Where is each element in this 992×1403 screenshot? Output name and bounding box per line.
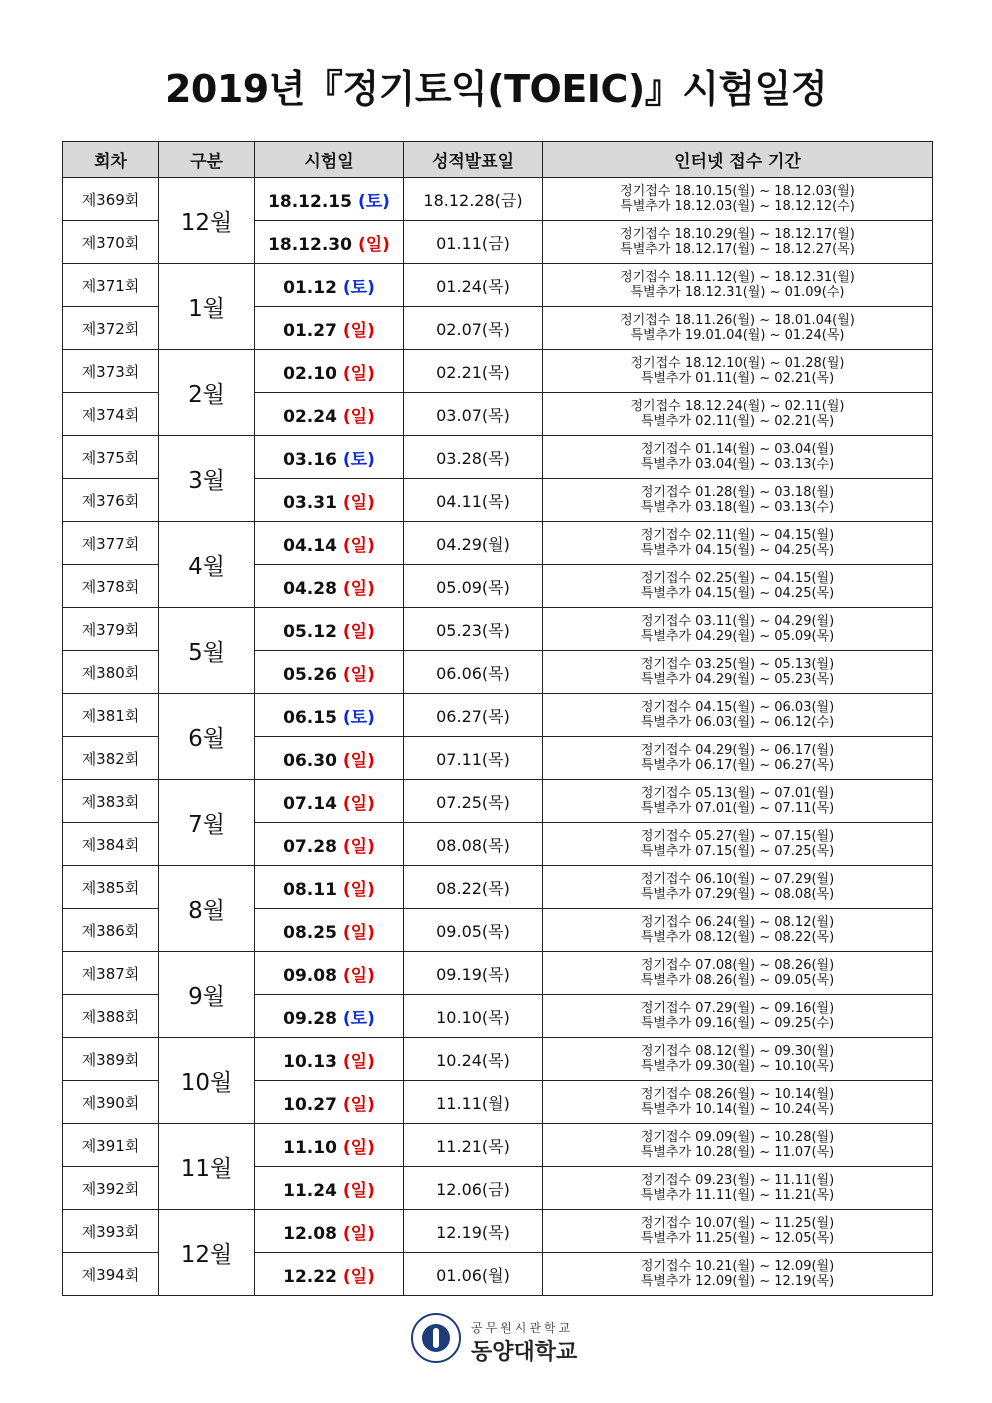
result-date-cell: 09.19(목) (404, 952, 543, 995)
month-cell: 12월 (159, 178, 255, 264)
exam-date-cell (255, 823, 404, 866)
round-cell: 제380회 (63, 651, 159, 694)
exam-weekday: (일) (342, 406, 375, 427)
exam-date-cell (255, 479, 404, 522)
result-date-cell: 04.11(목) (404, 479, 543, 522)
result-date-cell: 01.11(금) (404, 221, 543, 264)
table-row (63, 952, 933, 995)
month-cell: 4월 (159, 522, 255, 608)
regular-registration: 정기접수 07.08(월) ~ 08.26(월) (640, 958, 835, 973)
exam-weekday: (일) (342, 965, 375, 986)
round-cell: 제376회 (63, 479, 159, 522)
round-cell: 제385회 (63, 866, 159, 909)
exam-date: 02.10 (283, 363, 337, 384)
regular-registration: 정기접수 18.10.29(월) ~ 18.12.17(월) (620, 227, 855, 242)
registration-period-cell (543, 1210, 933, 1253)
exam-weekday: (일) (342, 879, 375, 900)
exam-date-cell (255, 608, 404, 651)
exam-date-cell (255, 522, 404, 565)
special-registration: 특별추가 08.12(월) ~ 08.22(목) (640, 930, 835, 945)
exam-date: 18.12.30 (268, 234, 352, 255)
exam-date: 11.24 (283, 1180, 337, 1201)
exam-date: 03.31 (283, 492, 337, 513)
registration-period-cell (543, 436, 933, 479)
registration-period-cell (543, 866, 933, 909)
registration-period-cell (543, 651, 933, 694)
exam-weekday: (일) (342, 621, 375, 642)
result-date-cell: 10.24(목) (404, 1038, 543, 1081)
table-row (63, 436, 933, 479)
exam-date-cell (255, 350, 404, 393)
regular-registration: 정기접수 10.21(월) ~ 12.09(월) (640, 1259, 835, 1274)
registration-period-cell (543, 565, 933, 608)
special-registration: 특별추가 08.26(월) ~ 09.05(목) (640, 973, 835, 988)
result-date-cell: 02.21(목) (404, 350, 543, 393)
special-registration: 특별추가 18.12.03(월) ~ 18.12.12(수) (620, 199, 855, 214)
registration-period-cell (543, 264, 933, 307)
result-date-cell: 05.09(목) (404, 565, 543, 608)
special-registration: 특별추가 06.17(월) ~ 06.27(목) (640, 758, 835, 773)
round-cell: 제374회 (63, 393, 159, 436)
registration-period-cell (543, 995, 933, 1038)
regular-registration: 정기접수 09.09(월) ~ 10.28(월) (640, 1130, 835, 1145)
exam-date: 11.10 (283, 1137, 337, 1158)
table-row (63, 1124, 933, 1167)
round-cell: 제377회 (63, 522, 159, 565)
month-cell: 7월 (159, 780, 255, 866)
month-cell: 6월 (159, 694, 255, 780)
result-date-cell: 04.29(월) (404, 522, 543, 565)
month-cell: 5월 (159, 608, 255, 694)
exam-weekday: (토) (342, 449, 375, 470)
month-cell: 2월 (159, 350, 255, 436)
regular-registration: 정기접수 18.12.10(월) ~ 01.28(월) (630, 356, 845, 371)
regular-registration: 정기접수 07.29(월) ~ 09.16(월) (640, 1001, 835, 1016)
month-cell: 1월 (159, 264, 255, 350)
result-date-cell: 02.07(목) (404, 307, 543, 350)
special-registration: 특별추가 04.15(월) ~ 04.25(목) (640, 586, 835, 601)
page-title: 2019년『정기토익(TOEIC)』시험일정 (164, 67, 828, 111)
exam-weekday: (일) (342, 836, 375, 857)
result-date-cell: 18.12.28(금) (404, 178, 543, 221)
special-registration: 특별추가 10.14(월) ~ 10.24(목) (640, 1102, 835, 1117)
exam-weekday: (일) (342, 578, 375, 599)
special-registration: 특별추가 07.01(월) ~ 07.11(목) (640, 801, 835, 816)
registration-period-cell (543, 522, 933, 565)
special-registration: 특별추가 07.15(월) ~ 07.25(목) (640, 844, 835, 859)
round-cell: 제384회 (63, 823, 159, 866)
registration-period-cell (543, 780, 933, 823)
exam-date: 04.28 (283, 578, 337, 599)
exam-weekday: (일) (342, 750, 375, 771)
exam-date: 03.16 (283, 449, 337, 470)
exam-weekday: (일) (342, 363, 375, 384)
month-cell: 10월 (159, 1038, 255, 1124)
round-cell: 제371회 (63, 264, 159, 307)
exam-date: 08.11 (283, 879, 337, 900)
round-cell: 제382회 (63, 737, 159, 780)
result-date-cell: 01.24(목) (404, 264, 543, 307)
special-registration: 특별추가 11.25(월) ~ 12.05(목) (640, 1231, 835, 1246)
exam-weekday: (일) (342, 793, 375, 814)
result-date-cell: 11.21(목) (404, 1124, 543, 1167)
result-date-cell: 06.06(목) (404, 651, 543, 694)
regular-registration: 정기접수 18.11.26(월) ~ 18.01.04(월) (620, 313, 855, 328)
special-registration: 특별추가 18.12.17(월) ~ 18.12.27(목) (620, 242, 855, 257)
registration-period-cell (543, 350, 933, 393)
special-registration: 특별추가 07.29(월) ~ 08.08(목) (640, 887, 835, 902)
exam-date-cell (255, 1038, 404, 1081)
header-round: 회차 (63, 142, 159, 178)
exam-date: 07.28 (283, 836, 337, 857)
exam-date-cell (255, 737, 404, 780)
month-cell: 12월 (159, 1210, 255, 1296)
exam-weekday: (일) (342, 492, 375, 513)
registration-period-cell (543, 1124, 933, 1167)
result-date-cell: 09.05(목) (404, 909, 543, 952)
registration-period-cell (543, 221, 933, 264)
regular-registration: 정기접수 01.14(월) ~ 03.04(월) (640, 442, 835, 457)
round-cell: 제378회 (63, 565, 159, 608)
result-date-cell: 06.27(목) (404, 694, 543, 737)
exam-date-cell (255, 307, 404, 350)
regular-registration: 정기접수 02.11(월) ~ 04.15(월) (640, 528, 835, 543)
regular-registration: 정기접수 03.25(월) ~ 05.13(월) (640, 657, 835, 672)
registration-period-cell (543, 909, 933, 952)
regular-registration: 정기접수 04.15(월) ~ 06.03(월) (640, 700, 835, 715)
result-date-cell: 08.08(목) (404, 823, 543, 866)
result-date-cell: 05.23(목) (404, 608, 543, 651)
exam-date: 05.12 (283, 621, 337, 642)
round-cell: 제375회 (63, 436, 159, 479)
exam-date: 12.22 (283, 1266, 337, 1287)
round-cell: 제379회 (63, 608, 159, 651)
result-date-cell: 11.11(월) (404, 1081, 543, 1124)
header-result-date: 성적발표일 (404, 142, 543, 178)
exam-date-cell (255, 565, 404, 608)
exam-date-cell (255, 694, 404, 737)
round-cell: 제386회 (63, 909, 159, 952)
exam-date: 07.14 (283, 793, 337, 814)
exam-date: 01.12 (283, 277, 337, 298)
registration-period-cell (543, 1253, 933, 1296)
table-row (63, 522, 933, 565)
exam-date: 06.30 (283, 750, 337, 771)
exam-date: 08.25 (283, 922, 337, 943)
regular-registration: 정기접수 10.07(월) ~ 11.25(월) (640, 1216, 835, 1231)
university-seal-icon (411, 1313, 461, 1363)
round-cell: 제393회 (63, 1210, 159, 1253)
table-row (63, 178, 933, 221)
exam-date: 09.28 (283, 1008, 337, 1029)
exam-date-cell (255, 909, 404, 952)
regular-registration: 정기접수 04.29(월) ~ 06.17(월) (640, 743, 835, 758)
registration-period-cell (543, 307, 933, 350)
exam-date: 09.08 (283, 965, 337, 986)
round-cell: 제387회 (63, 952, 159, 995)
round-cell: 제389회 (63, 1038, 159, 1081)
footer-logo (411, 1313, 611, 1371)
special-registration: 특별추가 03.04(월) ~ 03.13(수) (640, 457, 835, 472)
header-registration-period: 인터넷 접수 기간 (543, 142, 933, 178)
regular-registration: 정기접수 05.13(월) ~ 07.01(월) (640, 786, 835, 801)
exam-date-cell (255, 1253, 404, 1296)
exam-weekday: (토) (342, 1008, 375, 1029)
exam-weekday: (일) (342, 1180, 375, 1201)
special-registration: 특별추가 09.16(월) ~ 09.25(수) (640, 1016, 835, 1031)
table-row (63, 694, 933, 737)
result-date-cell: 07.25(목) (404, 780, 543, 823)
round-cell: 제372회 (63, 307, 159, 350)
exam-date-cell (255, 436, 404, 479)
registration-period-cell (543, 479, 933, 522)
special-registration: 특별추가 02.11(월) ~ 02.21(목) (640, 414, 835, 429)
regular-registration: 정기접수 05.27(월) ~ 07.15(월) (640, 829, 835, 844)
special-registration: 특별추가 10.28(월) ~ 11.07(목) (640, 1145, 835, 1160)
table-row (63, 608, 933, 651)
regular-registration: 정기접수 09.23(월) ~ 11.11(월) (640, 1173, 835, 1188)
special-registration: 특별추가 04.29(월) ~ 05.23(목) (640, 672, 835, 687)
round-cell: 제390회 (63, 1081, 159, 1124)
special-registration: 특별추가 06.03(월) ~ 06.12(수) (640, 715, 835, 730)
special-registration: 특별추가 04.15(월) ~ 04.25(목) (640, 543, 835, 558)
exam-date: 05.26 (283, 664, 337, 685)
regular-registration: 정기접수 18.10.15(월) ~ 18.12.03(월) (620, 184, 855, 199)
round-cell: 제392회 (63, 1167, 159, 1210)
exam-date: 18.12.15 (268, 191, 352, 212)
exam-date: 10.13 (283, 1051, 337, 1072)
table-row (63, 1210, 933, 1253)
registration-period-cell (543, 393, 933, 436)
table-row (63, 866, 933, 909)
month-cell: 11월 (159, 1124, 255, 1210)
regular-registration: 정기접수 18.11.12(월) ~ 18.12.31(월) (620, 270, 855, 285)
org-subtitle: 공무원시관학교 (471, 1321, 574, 1335)
exam-weekday: (일) (342, 664, 375, 685)
regular-registration: 정기접수 06.24(월) ~ 08.12(월) (640, 915, 835, 930)
round-cell: 제394회 (63, 1253, 159, 1296)
exam-date-cell (255, 866, 404, 909)
exam-date: 01.27 (283, 320, 337, 341)
header-exam-date: 시험일 (255, 142, 404, 178)
exam-date: 10.27 (283, 1094, 337, 1115)
exam-date-cell (255, 1081, 404, 1124)
registration-period-cell (543, 694, 933, 737)
exam-date: 02.24 (283, 406, 337, 427)
exam-weekday: (일) (342, 1051, 375, 1072)
special-registration: 특별추가 03.18(월) ~ 03.13(수) (640, 500, 835, 515)
result-date-cell: 12.06(금) (404, 1167, 543, 1210)
round-cell: 제391회 (63, 1124, 159, 1167)
result-date-cell: 03.28(목) (404, 436, 543, 479)
special-registration: 특별추가 01.11(월) ~ 02.21(목) (640, 371, 835, 386)
exam-date-cell (255, 952, 404, 995)
exam-weekday: (일) (342, 1223, 375, 1244)
regular-registration: 정기접수 02.25(월) ~ 04.15(월) (640, 571, 835, 586)
special-registration: 특별추가 09.30(월) ~ 10.10(목) (640, 1059, 835, 1074)
exam-date-cell (255, 178, 404, 221)
table-header-row (63, 142, 933, 178)
round-cell: 제388회 (63, 995, 159, 1038)
registration-period-cell (543, 1081, 933, 1124)
exam-weekday: (토) (342, 707, 375, 728)
regular-registration: 정기접수 08.12(월) ~ 09.30(월) (640, 1044, 835, 1059)
regular-registration: 정기접수 03.11(월) ~ 04.29(월) (640, 614, 835, 629)
exam-weekday: (일) (357, 234, 390, 255)
exam-date: 12.08 (283, 1223, 337, 1244)
exam-weekday: (일) (342, 320, 375, 341)
regular-registration: 정기접수 01.28(월) ~ 03.18(월) (640, 485, 835, 500)
exam-date-cell (255, 221, 404, 264)
registration-period-cell (543, 178, 933, 221)
result-date-cell: 10.10(목) (404, 995, 543, 1038)
exam-date-cell (255, 651, 404, 694)
org-name: 동양대학교 (471, 1340, 578, 1365)
regular-registration: 정기접수 08.26(월) ~ 10.14(월) (640, 1087, 835, 1102)
result-date-cell: 12.19(목) (404, 1210, 543, 1253)
result-date-cell: 07.11(목) (404, 737, 543, 780)
exam-date-cell (255, 780, 404, 823)
special-registration: 특별추가 19.01.04(월) ~ 01.24(목) (630, 328, 845, 343)
regular-registration: 정기접수 18.12.24(월) ~ 02.11(월) (630, 399, 845, 414)
month-cell: 3월 (159, 436, 255, 522)
table-row (63, 1038, 933, 1081)
exam-schedule-table (62, 141, 933, 1296)
result-date-cell: 08.22(목) (404, 866, 543, 909)
registration-period-cell (543, 1167, 933, 1210)
special-registration: 특별추가 11.11(월) ~ 11.21(목) (640, 1188, 835, 1203)
special-registration: 특별추가 04.29(월) ~ 05.09(목) (640, 629, 835, 644)
registration-period-cell (543, 608, 933, 651)
round-cell: 제369회 (63, 178, 159, 221)
exam-weekday: (일) (342, 1094, 375, 1115)
exam-weekday: (토) (342, 277, 375, 298)
registration-period-cell (543, 952, 933, 995)
exam-date-cell (255, 995, 404, 1038)
round-cell: 제383회 (63, 780, 159, 823)
exam-weekday: (일) (342, 1266, 375, 1287)
exam-date-cell (255, 264, 404, 307)
exam-date: 06.15 (283, 707, 337, 728)
exam-weekday: (토) (357, 191, 390, 212)
result-date-cell: 01.06(월) (404, 1253, 543, 1296)
table-row (63, 350, 933, 393)
month-cell: 9월 (159, 952, 255, 1038)
round-cell: 제381회 (63, 694, 159, 737)
registration-period-cell (543, 1038, 933, 1081)
exam-weekday: (일) (342, 922, 375, 943)
month-cell: 8월 (159, 866, 255, 952)
header-month: 구분 (159, 142, 255, 178)
exam-date-cell (255, 1124, 404, 1167)
table-row (63, 264, 933, 307)
special-registration: 특별추가 12.09(월) ~ 12.19(목) (640, 1274, 835, 1289)
registration-period-cell (543, 737, 933, 780)
exam-weekday: (일) (342, 1137, 375, 1158)
exam-date-cell (255, 393, 404, 436)
exam-date: 04.14 (283, 535, 337, 556)
exam-weekday: (일) (342, 535, 375, 556)
exam-date-cell (255, 1167, 404, 1210)
exam-date-cell (255, 1210, 404, 1253)
round-cell: 제370회 (63, 221, 159, 264)
table-row (63, 780, 933, 823)
special-registration: 특별추가 18.12.31(월) ~ 01.09(수) (630, 285, 845, 300)
regular-registration: 정기접수 06.10(월) ~ 07.29(월) (640, 872, 835, 887)
result-date-cell: 03.07(목) (404, 393, 543, 436)
registration-period-cell (543, 823, 933, 866)
round-cell: 제373회 (63, 350, 159, 393)
